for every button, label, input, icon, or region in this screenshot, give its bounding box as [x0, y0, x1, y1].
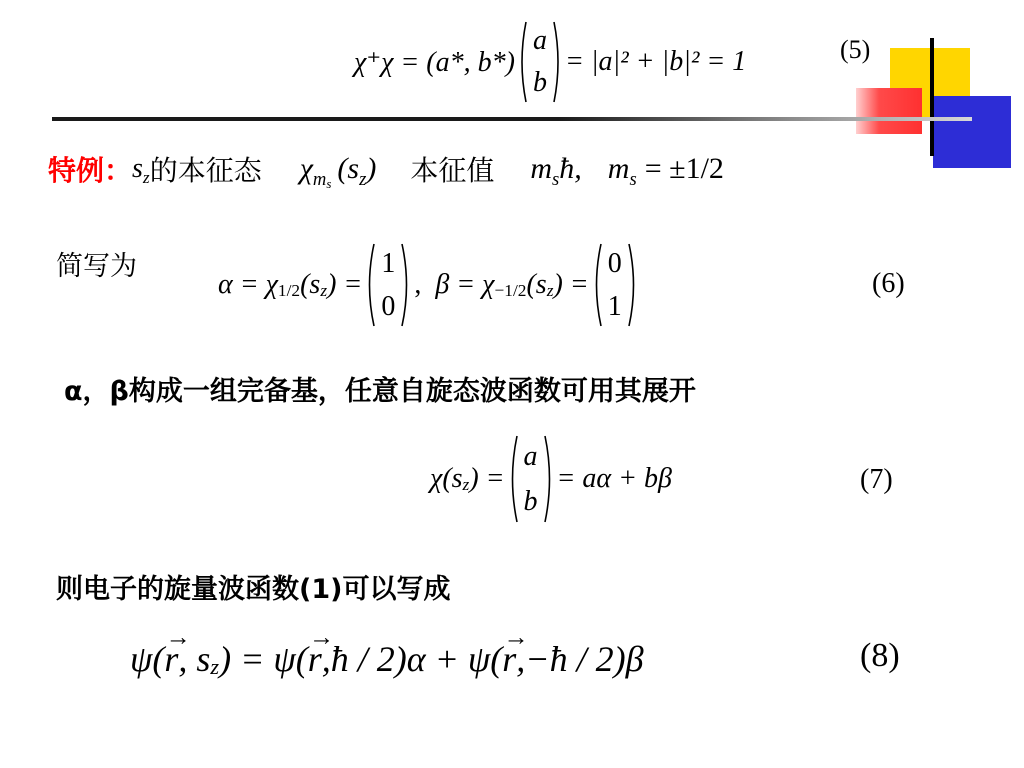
ms-m: m	[607, 152, 630, 185]
equation-7	[430, 434, 672, 524]
eigenvalue-sub: s	[552, 168, 560, 190]
eq6-beta-lhs: β = χ	[435, 269, 495, 300]
eq7-vector	[507, 434, 555, 524]
eigenvalue	[530, 152, 582, 190]
eigenvalue-m: m	[530, 152, 553, 185]
eq6-alpha-arg-sub: z	[320, 281, 328, 301]
eq8-r-vector-2: → r	[308, 638, 322, 680]
eq6-beta-sub: −1/2	[494, 281, 527, 301]
eq6-beta-arg: (s	[526, 269, 547, 300]
chi-sub-m: m	[312, 168, 327, 190]
eq6-alpha-arg: (s	[300, 269, 321, 300]
sz-sub: z	[142, 168, 150, 188]
ms-value: = ±1/2	[644, 152, 724, 185]
eq5-vector	[517, 20, 563, 104]
eq8-lhs-close: ) = ψ(	[219, 639, 308, 679]
eq6-alpha-arg-close: ) =	[327, 269, 363, 300]
slide-decoration	[850, 30, 1024, 170]
ms-sub: s	[629, 168, 637, 190]
equation-8-number: (8)	[860, 637, 900, 674]
abbrev-label: 简写为	[56, 251, 137, 282]
eq8-r-vector-1: → r	[164, 638, 178, 680]
special-case-label: 特例：	[48, 154, 133, 187]
eq7-rhs: = aα + bβ	[556, 463, 672, 494]
eq5-vector-bottom: b	[532, 67, 547, 98]
equation-7-number: (7)	[860, 464, 893, 495]
eq5-lhs: χ⁺χ = (a*, b*)	[354, 47, 515, 78]
eq8-term-1: ,ħ / 2)α + ψ(	[321, 639, 503, 679]
eq7-lhs-sub: z	[462, 475, 470, 495]
eq7-vector-top: a	[523, 440, 538, 472]
special-case-line	[48, 148, 724, 190]
basis-text: α，β构成一组完备基，任意自旋态波函数可用其展开	[64, 376, 696, 407]
equation-5-number: (5)	[840, 35, 871, 64]
chi-symbol: χ	[299, 152, 313, 185]
wave-text: 则电子的旋量波函数(1)可以写成	[56, 574, 451, 605]
eq6-comma: ,	[414, 269, 422, 300]
equation-5	[354, 26, 746, 98]
eq6-alpha-vec-bottom: 0	[381, 290, 396, 322]
eq5-vector-top: a	[532, 25, 547, 56]
eq5-rhs: = |a|² + |b|² = 1	[564, 46, 747, 77]
chi-arg: (s	[337, 152, 360, 185]
eq6-alpha-vec-top: 1	[381, 247, 396, 279]
chi-sub	[313, 169, 332, 190]
eq6-alpha-sub: 1/2	[277, 281, 301, 301]
eq6-beta-vec-bottom: 1	[607, 290, 622, 322]
chi-arg-close: )	[366, 152, 377, 185]
special-case-text2: 本征值	[410, 154, 495, 187]
eq6-alpha-vector	[364, 242, 412, 328]
eq7-vector-bottom: b	[523, 485, 538, 517]
decoration-graphic	[850, 30, 1024, 170]
sz-s: s	[132, 153, 143, 184]
chi-arg-sub: z	[359, 168, 367, 190]
chi-sub-s: s	[326, 176, 332, 192]
sz-operator	[132, 153, 150, 188]
eq8-r-vector-3: → r	[502, 638, 516, 680]
eq8-lhs-sub: z	[210, 653, 220, 679]
equation-6	[218, 240, 641, 330]
special-case-text1: 的本征态	[149, 154, 262, 187]
eigenstate-symbol	[299, 152, 377, 192]
eq7-lhs: χ(s	[430, 463, 463, 494]
eq8-lhs-mid: , s	[178, 639, 211, 679]
eq8-psi-1: ψ(	[130, 639, 165, 679]
divider-line	[52, 117, 972, 121]
eq7-lhs-close: ) =	[469, 463, 505, 494]
eq6-beta-vector	[591, 242, 639, 328]
eq6-beta-arg-close: ) =	[553, 269, 589, 300]
eigenvalue-hbar: ħ,	[559, 152, 582, 185]
eq6-beta-vec-top: 0	[607, 247, 622, 279]
eq6-beta-arg-sub: z	[546, 281, 554, 301]
ms-values	[607, 152, 724, 190]
equation-8	[130, 632, 644, 686]
eq6-alpha-lhs: α = χ	[218, 269, 278, 300]
equation-6-number: (6)	[872, 268, 905, 299]
eq8-term-2: ,−ħ / 2)β	[516, 639, 644, 679]
